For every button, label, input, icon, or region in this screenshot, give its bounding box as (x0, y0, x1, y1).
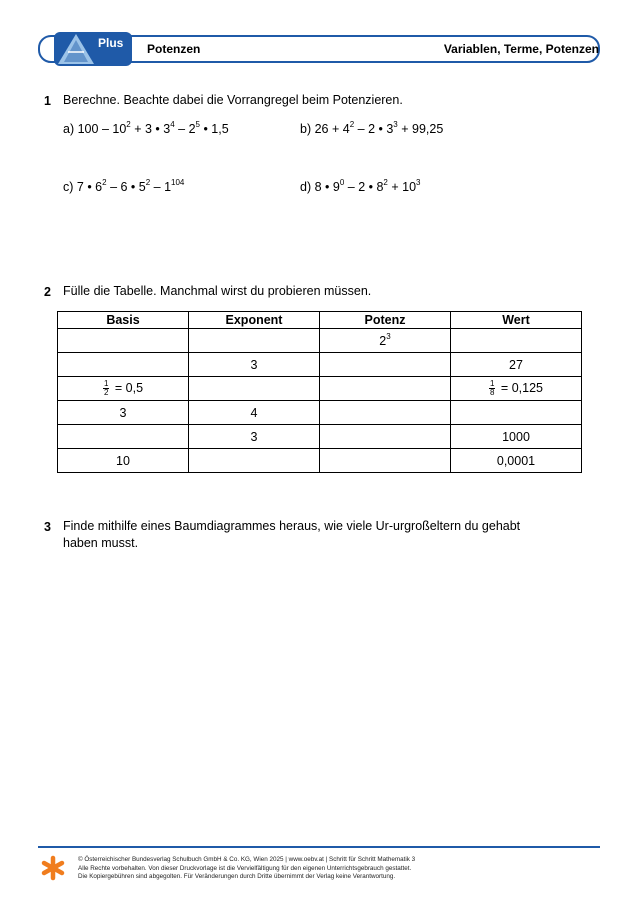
table-header-row (58, 312, 582, 329)
logo-text: Plus (98, 36, 124, 50)
table-cell[interactable] (320, 377, 451, 401)
table-cell: 0,0001 (451, 449, 582, 473)
table-cell-fraction: $\frac{1}{2}$ = 0,5 (58, 377, 189, 401)
table-cell: 3 (58, 401, 189, 425)
table-cell[interactable] (58, 425, 189, 449)
table-cell: 1000 (451, 425, 582, 449)
table-row (58, 401, 582, 425)
task2-instruction: Fülle die Tabelle. Manchmal wirst du probieren müssen. (63, 284, 372, 298)
table-cell[interactable] (320, 425, 451, 449)
table-cell-potenz: $2^3$ (320, 329, 451, 353)
table-cell[interactable] (189, 449, 320, 473)
publisher-star-icon (40, 855, 66, 881)
footer-line: Die Kopiergebühren sind abgegolten. Für Veränderungen durch Dritte übernimmt der Verlag keine Verantwortung. (78, 873, 396, 880)
header-title: Potenzen (147, 42, 201, 56)
footer-line: Alle Rechte vorbehalten. Von dieser Druckvorlage ist die Vervielfältigung für den eigenen Unterrichtsgebrauch gestattet. (78, 864, 412, 872)
plus-logo (54, 30, 132, 68)
task1-instruction: Berechne. Beachte dabei die Vorrangregel beim Potenzieren. (63, 93, 403, 107)
task3-instruction: Finde mithilfe eines Baumdiagrammes heraus, wie viele Ur-urgroßeltern du gehabt haben musst. (63, 519, 521, 550)
header-potenz: Potenz (320, 312, 451, 329)
table-cell[interactable] (58, 329, 189, 353)
table-cell-fraction: $\frac{1}{8}$ = 0,125 (451, 377, 582, 401)
table-row (58, 353, 582, 377)
table-cell[interactable] (451, 329, 582, 353)
table-cell[interactable] (58, 353, 189, 377)
header-exponent: Exponent (189, 312, 320, 329)
table-cell[interactable] (320, 401, 451, 425)
table-cell[interactable] (189, 377, 320, 401)
header-basis: Basis (58, 312, 189, 329)
task1-number: 1 (44, 94, 51, 108)
table-cell[interactable] (451, 401, 582, 425)
footer-line: © Österreichischer Bundesverlag Schulbuch GmbH & Co. KG, Wien 2025 | www.oebv.at | Schritt für Schritt Mathematik 3 (78, 856, 416, 863)
table-cell: 4 (189, 401, 320, 425)
table-row (58, 425, 582, 449)
table-cell[interactable] (189, 329, 320, 353)
table-row (58, 377, 582, 401)
task1-item-c: c) 7 • $6^2 - 6$ • $5^2 - 1^{104}$ (63, 178, 185, 194)
task1-item-b: b) $26 + 4^2 - 2$ • $3^3 + 99,25$ (300, 120, 444, 136)
footer-divider (38, 846, 600, 848)
task2-number: 2 (44, 285, 51, 299)
table-cell[interactable] (320, 449, 451, 473)
power-table (57, 311, 582, 473)
task1-item-d: d) 8 • $9^0 - 2$ • $8^2 + 10^3$ (300, 178, 421, 194)
header-wert: Wert (451, 312, 582, 329)
table-cell: 3 (189, 425, 320, 449)
footer-text (78, 856, 598, 882)
table-row (58, 329, 582, 353)
table-row (58, 449, 582, 473)
task3-number: 3 (44, 520, 51, 534)
table-cell[interactable] (320, 353, 451, 377)
header-topic: Variablen, Terme, Potenzen (443, 42, 599, 56)
table-cell: 27 (451, 353, 582, 377)
table-cell: 3 (189, 353, 320, 377)
table-cell: 10 (58, 449, 189, 473)
task1-item-a: a) $100 - 10^2 + 3$ • $3^4 - 2^5$ • 1,5 (63, 120, 229, 136)
